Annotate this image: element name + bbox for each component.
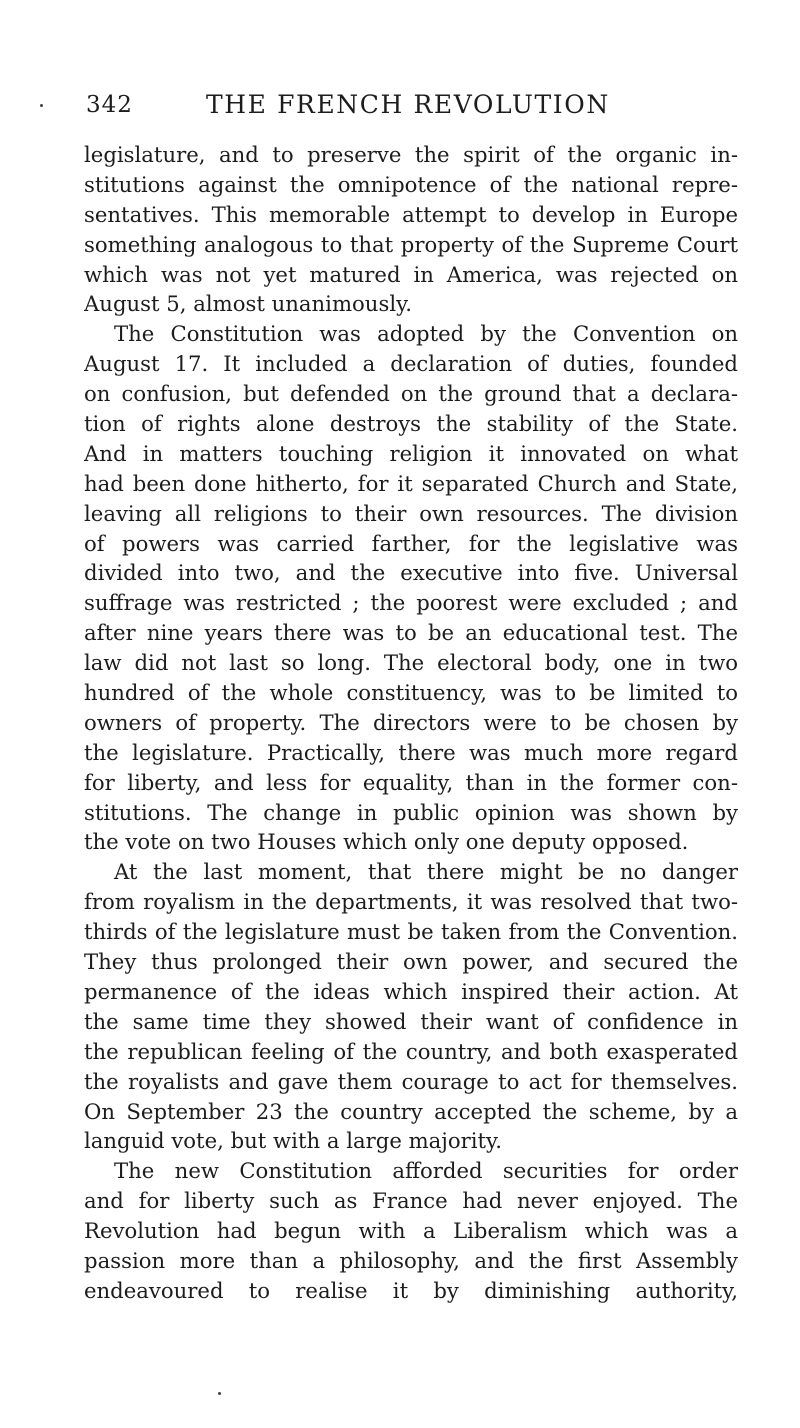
- text-line: after nine years there was to be an educational test. The: [84, 620, 738, 646]
- text-line: August 17. It included a declaration of duties, founded: [84, 351, 738, 377]
- margin-speck-top: [40, 104, 43, 107]
- text-line: permanence of the ideas which inspired their action. At: [84, 978, 738, 1004]
- text-line: the royalists and gave them courage to act for themselves.: [84, 1068, 738, 1094]
- text-line: tion of rights alone destroys the stability of the State.: [84, 411, 738, 437]
- page-number: 342: [86, 92, 133, 118]
- text-line: On September 23 the country accepted the scheme, by a: [84, 1098, 738, 1124]
- text-line: divided into two, and the executive into five. Universal: [84, 560, 738, 586]
- text-line: stitutions. The change in public opinion was shown by: [84, 799, 738, 825]
- text-line: the legislature. Practically, there was much more regard: [84, 739, 738, 765]
- text-line: suffrage was restricted ; the poorest were excluded ; and: [84, 590, 738, 616]
- text-line: sentatives. This memorable attempt to develop in Europe: [84, 201, 738, 227]
- text-line: for liberty, and less for equality, than in the former con-: [84, 769, 738, 795]
- text-line: And in matters touching religion it innovated on what: [84, 440, 738, 466]
- body-text: [84, 140, 738, 1306]
- text-line: thirds of the legislature must be taken from the Convention.: [84, 919, 738, 945]
- text-line: and for liberty such as France had never enjoyed. The: [84, 1188, 738, 1214]
- text-line: the same time they showed their want of confidence in: [84, 1008, 738, 1034]
- text-line: leaving all religions to their own resources. The division: [84, 500, 738, 526]
- text-line: legislature, and to preserve the spirit of the organic in-: [84, 142, 738, 167]
- text-line: languid vote, but with a large majority.: [84, 1128, 502, 1154]
- text-line: August 5, almost unanimously.: [84, 291, 412, 317]
- text-line: owners of property. The directors were to be chosen by: [84, 709, 738, 735]
- text-line: from royalism in the departments, it was resolved that two-: [84, 889, 738, 915]
- text-line: At the last moment, that there might be no danger: [114, 859, 738, 885]
- text-line: The Constitution was adopted by the Convention on: [114, 321, 738, 347]
- text-line: the republican feeling of the country, and both exasperated: [84, 1038, 738, 1064]
- text-line: had been done hitherto, for it separated Church and State,: [84, 470, 738, 496]
- page-header: [84, 90, 738, 124]
- text-line: which was not yet matured in America, was rejected on: [84, 261, 738, 287]
- text-line: The new Constitution afforded securities for order: [114, 1158, 738, 1184]
- margin-speck-bottom: [218, 1392, 221, 1395]
- text-line: passion more than a philosophy, and the first Assembly: [84, 1247, 738, 1273]
- text-line: law did not last so long. The electoral body, one in two: [84, 650, 738, 676]
- text-line: endeavoured to realise it by diminishing authority,: [84, 1277, 738, 1303]
- text-line: something analogous to that property of the Supreme Court: [84, 231, 738, 257]
- text-line: the vote on two Houses which only one deputy opposed.: [84, 829, 689, 855]
- text-line: Revolution had begun with a Liberalism which was a: [84, 1218, 738, 1244]
- text-line: stitutions against the omnipotence of the national repre-: [84, 171, 738, 197]
- text-line: of powers was carried farther, for the legislative was: [84, 530, 738, 556]
- text-line: They thus prolonged their own power, and secured the: [84, 949, 738, 975]
- running-title: THE FRENCH REVOLUTION: [206, 90, 610, 119]
- text-line: on confusion, but defended on the ground that a declara-: [84, 381, 738, 407]
- text-line: hundred of the whole constituency, was to be limited to: [84, 680, 738, 706]
